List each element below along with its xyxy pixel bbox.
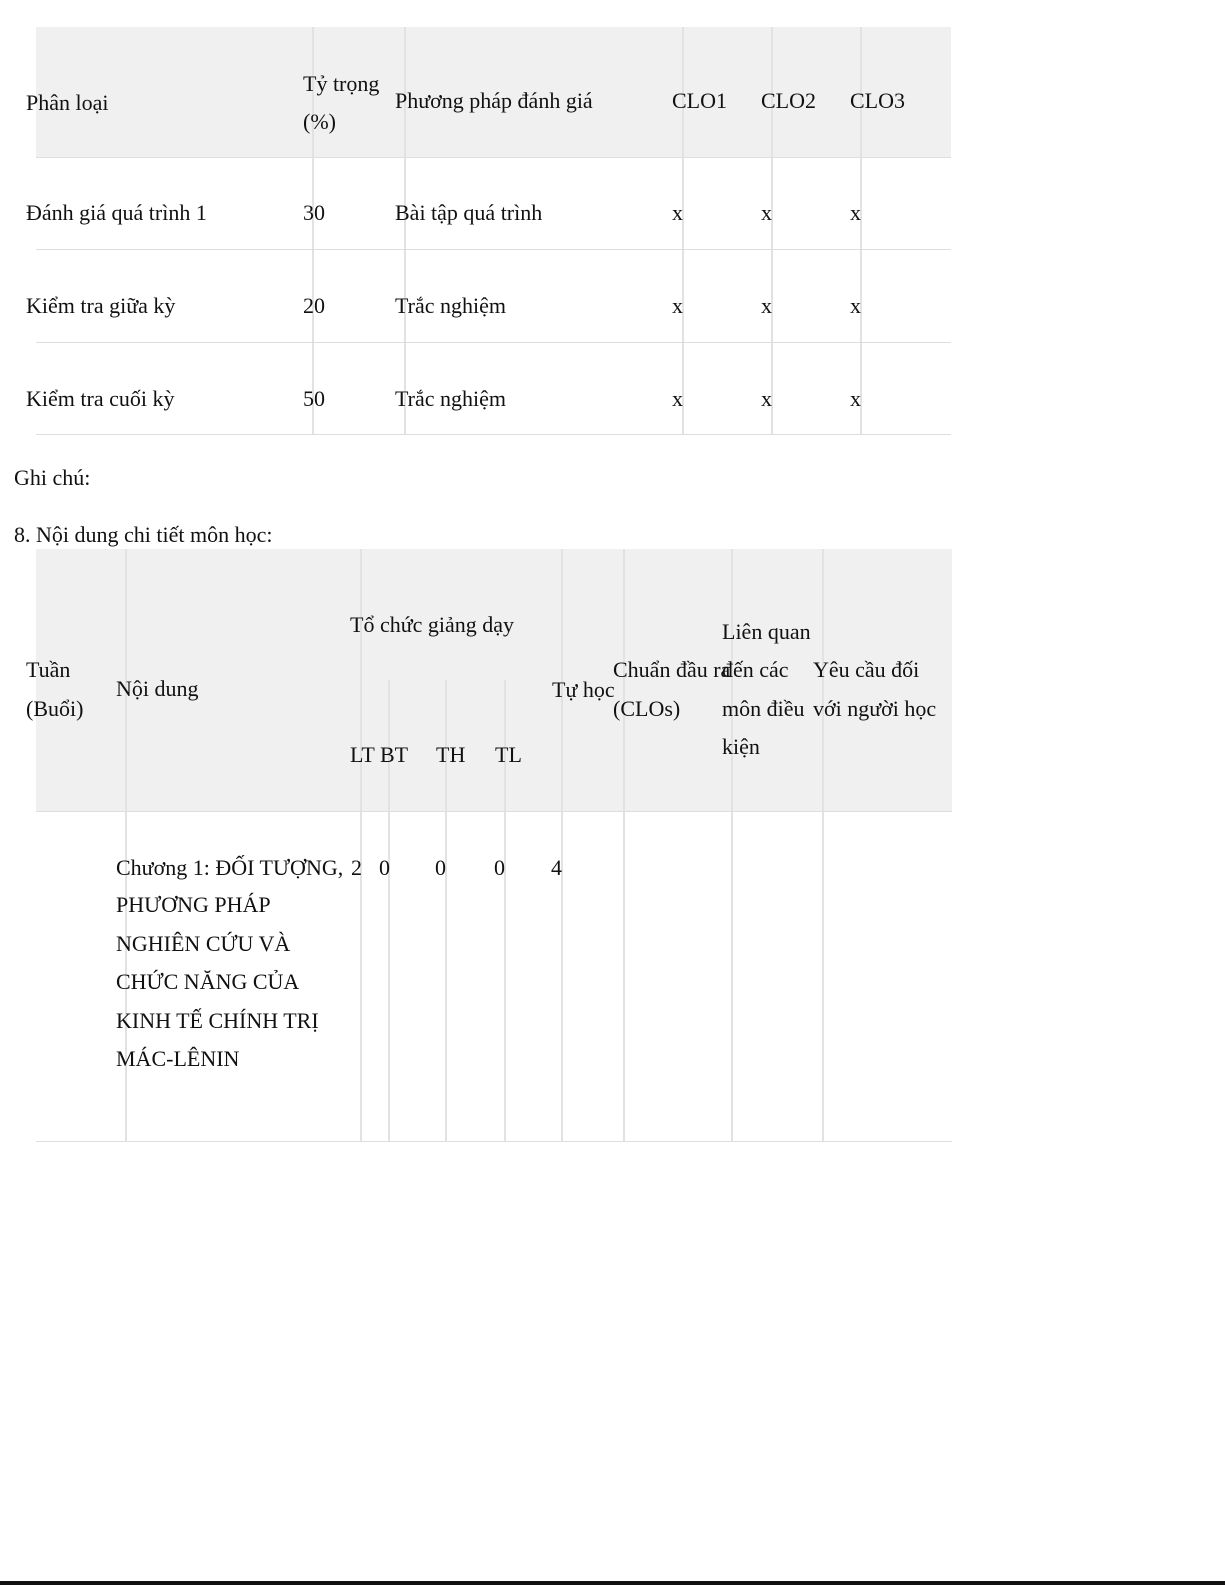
row-divider [36,434,951,435]
row-weight: 50 [303,386,325,411]
row-weight: 20 [303,293,325,318]
header-weight-line2: (%) [303,109,336,134]
header-bt: BT [380,742,409,767]
row-divider [36,249,951,250]
header-self-study: Tự học [552,677,615,702]
row-divider [36,157,951,158]
row-self-study: 4 [551,855,562,880]
header-method: Phương pháp đánh giá [395,88,593,113]
header-related-line3: môn điều [722,696,805,721]
row-divider [36,811,952,812]
header-related-line1: Liên quan [722,619,811,644]
row-clo2: x [761,386,772,411]
note-label: Ghi chú: [14,465,91,490]
column-divider [623,549,625,1141]
section-title: 8. Nội dung chi tiết môn học: [14,522,273,547]
row-tl: 0 [494,855,505,880]
row-method: Trắc nghiệm [395,386,507,411]
header-lt: LT [350,742,375,767]
header-week-line1: Tuần [26,657,71,682]
row-clo3: x [850,386,861,411]
column-divider [360,549,362,1141]
content-line: PHƯƠNG PHÁP [116,892,271,917]
row-type: Kiểm tra cuối kỳ [26,386,175,411]
row-clo2: x [761,293,772,318]
row-clo3: x [850,293,861,318]
column-divider [561,549,563,1141]
row-method: Bài tập quá trình [395,200,543,225]
page-bottom-edge [0,1581,1225,1585]
content-line: MÁC-LÊNIN [116,1046,240,1071]
content-line: NGHIÊN CỨU VÀ [116,931,291,956]
header-req-line1: Yêu cầu đối [813,657,920,682]
row-lt: 2 [351,855,362,880]
header-clo3: CLO3 [850,88,905,113]
header-type: Phân loại [26,90,109,115]
row-clo1: x [672,200,683,225]
row-divider [36,342,951,343]
header-content: Nội dung [116,676,199,701]
header-clos-line1: Chuẩn đầu ra [613,657,731,682]
row-weight: 30 [303,200,325,225]
row-clo1: x [672,293,683,318]
row-th: 0 [435,855,446,880]
header-related-line4: kiện [722,734,760,759]
column-divider [822,549,824,1141]
row-bt: 0 [379,855,390,880]
header-clos-line2: (CLOs) [613,696,681,721]
row-clo1: x [672,386,683,411]
header-req-line2: với người học [813,696,937,721]
header-clo1: CLO1 [672,88,727,113]
header-weight-line1: Tỷ trọng [303,71,380,96]
header-week-line2: (Buổi) [26,696,84,721]
header-clo2: CLO2 [761,88,816,113]
row-divider [36,1141,952,1142]
content-line: Chương 1: ĐỐI TƯỢNG, [116,855,344,880]
row-type: Kiểm tra giữa kỳ [26,293,176,318]
header-related-line2: đến các [722,657,789,682]
header-tl: TL [495,742,522,767]
content-line: CHỨC NĂNG CỦA [116,969,300,994]
header-teaching-org: Tổ chức giảng dạy [350,612,515,637]
row-clo2: x [761,200,772,225]
header-th: TH [436,742,466,767]
content-line: KINH TẾ CHÍNH TRỊ [116,1008,319,1033]
row-type: Đánh giá quá trình 1 [26,200,207,225]
row-method: Trắc nghiệm [395,293,507,318]
row-clo3: x [850,200,861,225]
